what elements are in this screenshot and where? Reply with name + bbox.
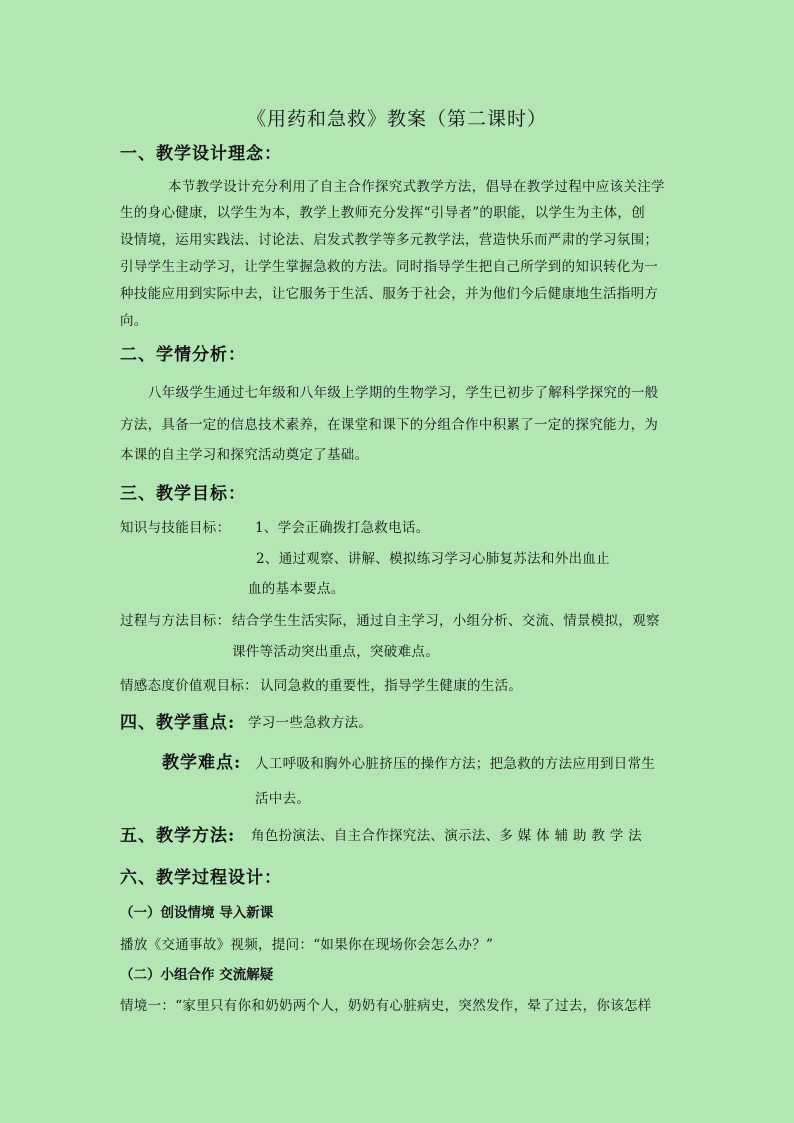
- paragraph-line: 设情境，运用实践法、讨论法、启发式教学等多元教学法，营造快乐而严肃的学习氛围；: [120, 232, 659, 248]
- subsection-heading: （二）小组合作 交流解疑: [120, 967, 274, 983]
- difficulty-label: 教学难点:: [162, 753, 242, 773]
- paragraph-line: 本节教学设计充分利用了自主合作探究式教学方法，倡导在教学过程中应该关注学: [168, 179, 665, 195]
- process-goal-text: 结合学生生活实际，通过自主学习，小组分析、交流、情景模拟，观察: [232, 613, 660, 629]
- paragraph-line: 向。: [120, 313, 148, 329]
- subsection-heading: （一）创设情境 导入新课: [120, 905, 274, 921]
- knowledge-goal-item: 2、通过观察、讲解、模拟练习学习心肺复苏法和外出血止: [256, 551, 610, 567]
- knowledge-goal-label: 知识与技能目标：: [120, 520, 231, 536]
- document-title: 《用药和急救》教案（第二课时）: [246, 108, 547, 130]
- paragraph-line: 种技能应用到实际中去，让它服务于生活、服务于社会，并为他们今后健康地生活指明方: [120, 286, 659, 302]
- paragraph-line: 本课的自主学习和探究活动奠定了基础。: [120, 447, 369, 463]
- process-goal-text-cont: 课件等活动突出重点，突破难点。: [232, 644, 439, 660]
- section-heading-teaching-methods: 五、教学方法:: [120, 826, 236, 846]
- process-goal-label: 过程与方法目标：: [120, 613, 231, 629]
- paragraph-line: 引导学生主动学习，让学生掌握急救的方法。同时指导学生把自己所学到的知识转化为一: [120, 259, 659, 275]
- difficulty-text: 人工呼吸和胸外心脏挤压的操作方法；把急救的方法应用到日常生: [255, 756, 656, 772]
- paragraph-line: 生的身心健康，以学生为本，教学上教师充分发挥“引导者”的职能，以学生为主体，创: [120, 205, 646, 221]
- key-points-text: 学习一些急救方法。: [248, 715, 373, 731]
- section-heading-learner-analysis: 二、学情分析：: [120, 345, 246, 365]
- difficulty-text-cont: 活中去。: [255, 791, 311, 807]
- emotion-goal-label: 情感态度价值观目标：: [120, 678, 258, 694]
- section-heading-design-concept: 一、教学设计理念：: [120, 144, 282, 164]
- paragraph-line: 方法，具备一定的信息技术素养，在课堂和课下的分组合作中积累了一定的探究能力，为: [120, 417, 659, 433]
- knowledge-goal-item-cont: 血的基本要点。: [248, 581, 345, 597]
- subsection-text: 情境一：“家里只有你和奶奶两个人，奶奶有心脏病史，突然发作，晕了过去，你该怎样: [120, 998, 652, 1014]
- section-heading-key-points: 四、教学重点:: [120, 713, 236, 733]
- emotion-goal-text: 认同急救的重要性，指导学生健康的生活。: [260, 678, 523, 694]
- knowledge-goal-item: 1、学会正确拨打急救电话。: [255, 520, 430, 536]
- teaching-methods-text: 角色扮演法、自主合作探究法、演示法、多 媒 体 辅 助 教 学 法: [251, 828, 642, 844]
- section-heading-teaching-goals: 三、教学目标：: [120, 484, 246, 504]
- section-heading-process-design: 六、教学过程设计：: [120, 868, 282, 888]
- paragraph-line: 八年级学生通过七年级和八年级上学期的生物学习，学生已初步了解科学探究的一般: [148, 385, 659, 401]
- subsection-text: 播放《交通事故》视频，提问：“如果你在现场你会怎么办？”: [120, 937, 494, 953]
